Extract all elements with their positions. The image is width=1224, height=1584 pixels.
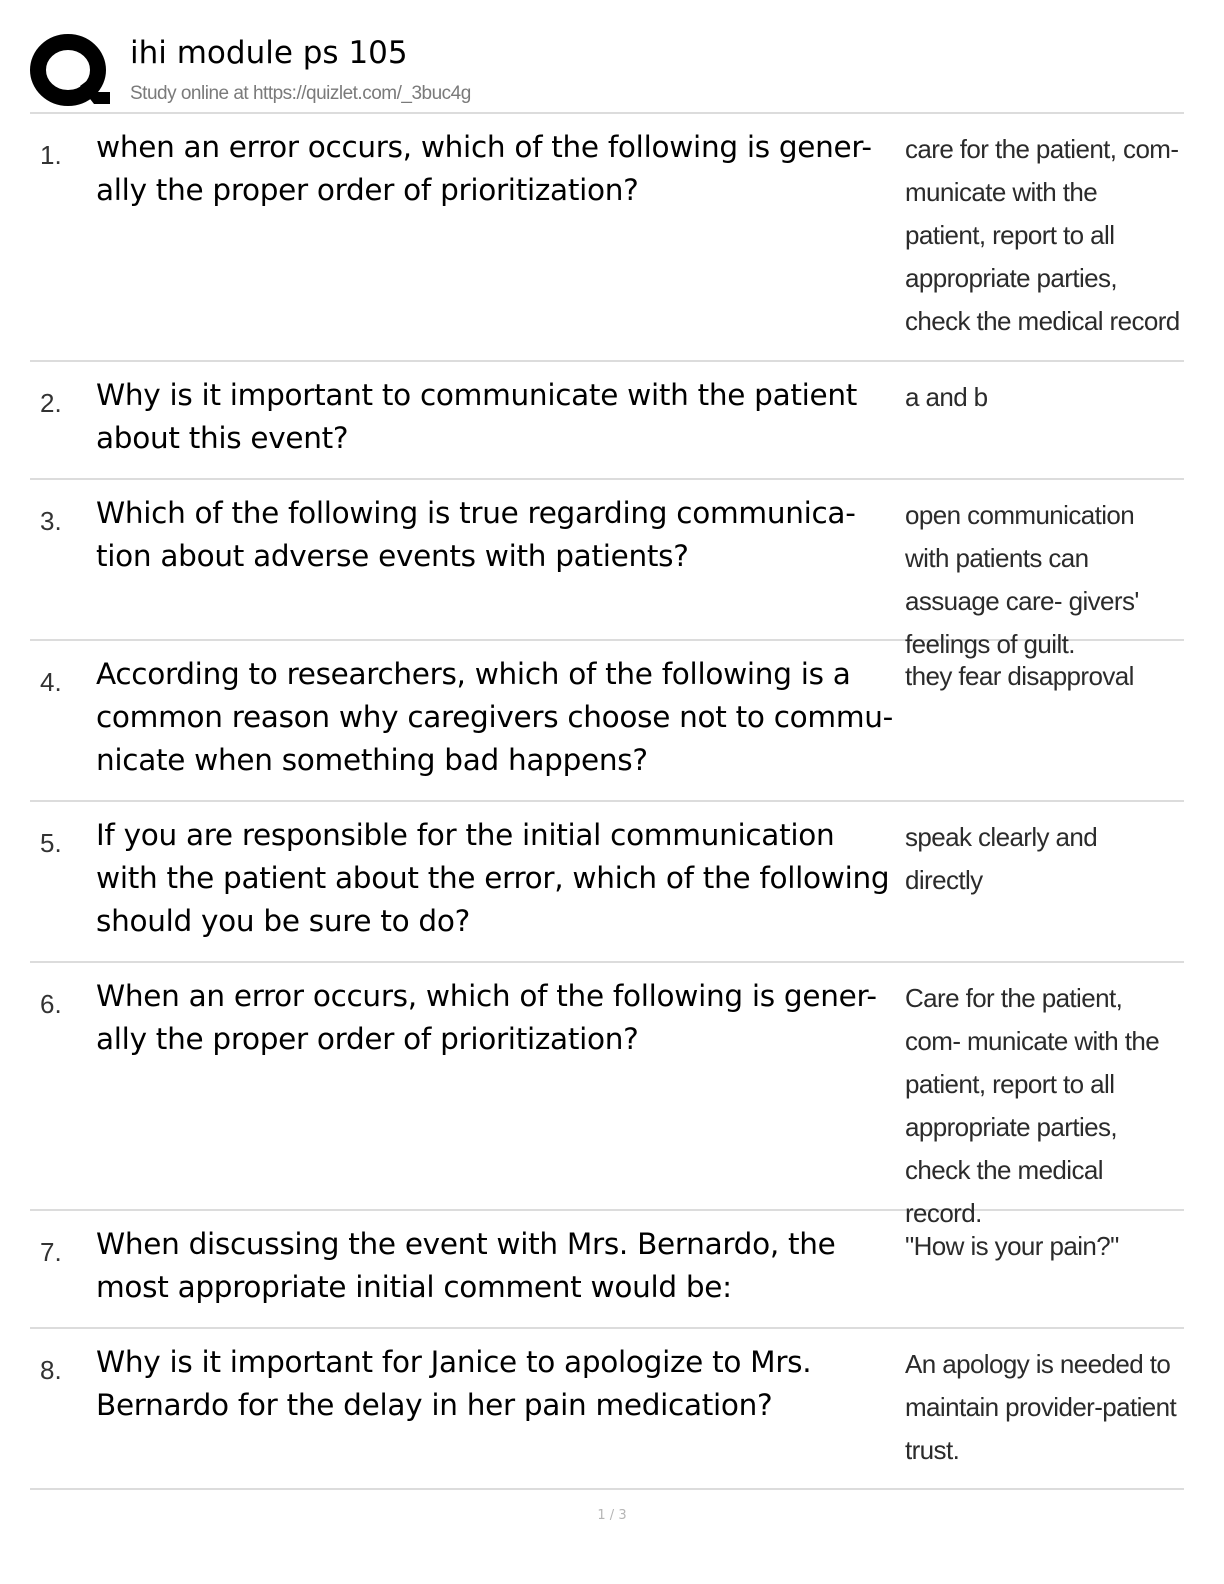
card-definition: they fear disapproval: [905, 661, 1134, 691]
card-number: 7.: [40, 1237, 62, 1267]
card-definition: open communication with patients can assuage care- givers' feelings of guilt.: [905, 500, 1139, 659]
card-number: 1.: [40, 140, 62, 170]
card-term: Why is it important to communicate with the patient about this event?: [96, 378, 858, 455]
card-definition: Care for the patient, com- municate with the patient, report to all appropriate parties, check the medical record.: [905, 983, 1160, 1228]
card-term: According to researchers, which of the following is a common reason why caregivers choose not to commu- nicate when something bad happens?: [96, 657, 894, 777]
flashcard-row: [30, 114, 1184, 362]
flashcard-row: [30, 480, 1184, 659]
card-number: 8.: [40, 1355, 62, 1385]
card-number: 2.: [40, 388, 62, 418]
card-term: Which of the following is true regarding communica- tion about adverse events with patients?: [96, 496, 856, 573]
page-number: 1 / 3: [597, 1508, 627, 1523]
flashcard-row: [30, 362, 1184, 480]
flashcard-list: [30, 114, 1184, 1490]
card-term: If you are responsible for the initial communication with the patient about the error, which of the following should you be sure to do?: [96, 818, 890, 938]
set-title: ihi module ps 105: [130, 35, 408, 71]
page-header: [30, 30, 1184, 114]
card-term: when an error occurs, which of the following is gener- ally the proper order of prioritization?: [96, 130, 872, 207]
flashcard-row: [30, 641, 1184, 802]
card-number: 4.: [40, 667, 62, 697]
card-number: 6.: [40, 989, 62, 1019]
card-definition: "How is your pain?": [905, 1231, 1119, 1261]
flashcard-row: [30, 802, 1184, 963]
card-definition: care for the patient, com- municate with the patient, report to all appropriate parties, check the medical record: [905, 134, 1180, 336]
card-definition: An apology is needed to maintain provider-patient trust.: [905, 1349, 1177, 1465]
card-number: 5.: [40, 828, 62, 858]
flashcard-row: [30, 1211, 1184, 1329]
card-term: Why is it important for Janice to apologize to Mrs. Bernardo for the delay in her pain medication?: [96, 1345, 812, 1422]
card-definition: speak clearly and directly: [905, 822, 1098, 895]
card-definition: a and b: [905, 382, 988, 412]
flashcard-row: [30, 1329, 1184, 1490]
study-online-link[interactable]: Study online at https://quizlet.com/_3buc4g: [130, 83, 471, 104]
card-term: When discussing the event with Mrs. Bernardo, the most appropriate initial comment would be:: [96, 1227, 836, 1304]
card-term: When an error occurs, which of the following is gener- ally the proper order of prioritization?: [96, 979, 877, 1056]
card-number: 3.: [40, 506, 62, 536]
flashcard-row: [30, 963, 1184, 1228]
quizlet-q-logo-icon: [30, 32, 110, 108]
